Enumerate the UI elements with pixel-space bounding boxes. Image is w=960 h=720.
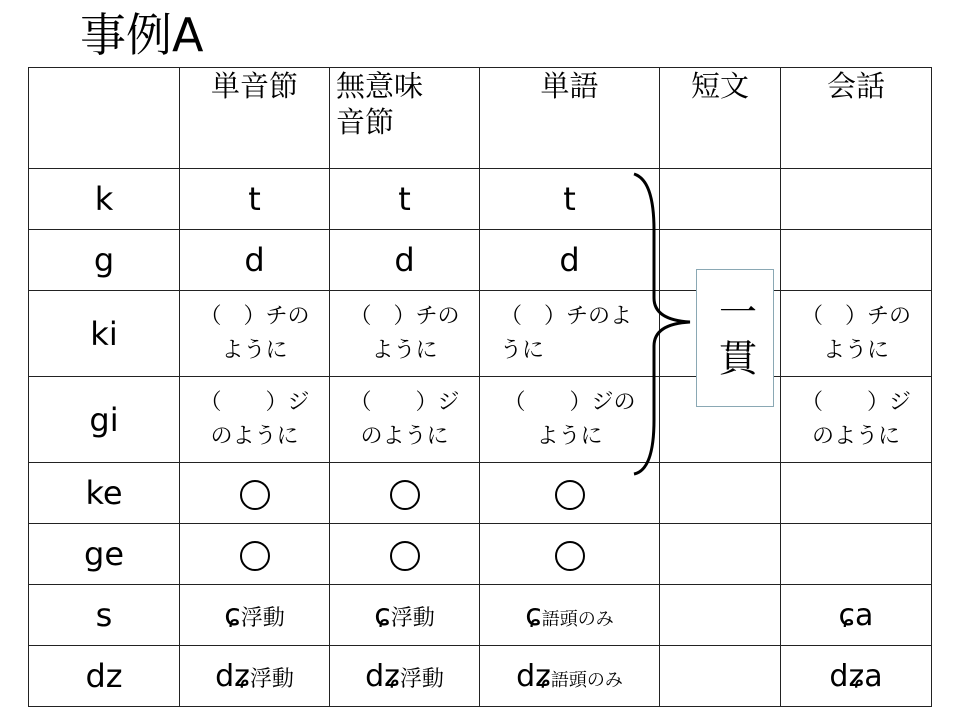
header-short-sentence: 短文 — [660, 68, 781, 169]
ipa-note: 浮動 — [240, 605, 285, 631]
row-label: g — [29, 230, 180, 291]
header-conversation: 会話 — [781, 68, 932, 169]
table-cell — [660, 646, 781, 707]
ipa-note: 語頭のみ — [541, 608, 614, 630]
circle-mark-icon — [390, 480, 420, 510]
ipa-symbol: dʑ — [516, 658, 551, 694]
row-label: ge — [29, 524, 180, 585]
table-row — [29, 377, 932, 463]
ipa-symbol: dʑ — [215, 658, 250, 694]
consistent-label-box — [696, 269, 774, 407]
ipa-symbol: ɕ — [224, 597, 241, 633]
table-cell — [330, 646, 480, 707]
table-row — [29, 169, 932, 230]
table-cell — [660, 524, 781, 585]
consistent-label: 一貫 — [712, 292, 757, 384]
table-row — [29, 291, 932, 377]
slide-title: 事例A — [80, 8, 204, 62]
table-cell — [180, 585, 330, 646]
table-row — [29, 463, 932, 524]
table-row — [29, 230, 932, 291]
table-cell — [480, 646, 660, 707]
table-row — [29, 524, 932, 585]
header-nonsense-syllable-text: 無意味 音節 — [336, 69, 424, 139]
ipa-note: 語頭のみ — [550, 669, 623, 691]
ipa-symbol: ɕ — [525, 597, 542, 633]
ipa-symbol: dʑ — [365, 658, 400, 694]
circle-mark-icon — [390, 541, 420, 571]
table-cell: （ ）ジ のように — [180, 377, 330, 463]
table-row — [29, 585, 932, 646]
table-cell: （ ）チの ように — [781, 291, 932, 377]
table-cell — [781, 463, 932, 524]
row-label: dz — [29, 646, 180, 707]
table-cell — [781, 585, 932, 646]
table-cell: （ ）ジの ように — [480, 377, 660, 463]
table-cell: （ ）チの ように — [330, 291, 480, 377]
table-cell: （ ）チの ように — [180, 291, 330, 377]
header-word: 単語 — [480, 68, 660, 169]
ipa-note: 浮動 — [390, 605, 435, 631]
circle-mark-icon — [555, 480, 585, 510]
table-cell — [660, 169, 781, 230]
table-cell — [660, 585, 781, 646]
table-cell: （ ）ジ のように — [330, 377, 480, 463]
row-label: k — [29, 169, 180, 230]
header-row — [29, 68, 932, 169]
table-cell — [480, 585, 660, 646]
table-cell — [480, 463, 660, 524]
table-cell — [180, 646, 330, 707]
table-cell: d — [330, 230, 480, 291]
circle-mark-icon — [555, 541, 585, 571]
table-cell: t — [480, 169, 660, 230]
table-cell: （ ）チのよ うに — [480, 291, 660, 377]
table-cell — [480, 524, 660, 585]
table-cell — [781, 646, 932, 707]
circle-mark-icon — [240, 541, 270, 571]
table-cell — [180, 463, 330, 524]
comparison-table — [28, 67, 932, 707]
table-cell: （ ）ジ のように — [781, 377, 932, 463]
header-single-syllable: 単音節 — [180, 68, 330, 169]
table-cell — [781, 169, 932, 230]
table-cell — [330, 524, 480, 585]
ipa-note: 浮動 — [399, 666, 444, 692]
circle-mark-icon — [240, 480, 270, 510]
ipa-symbol: dʑa — [829, 658, 883, 694]
table-cell — [781, 230, 932, 291]
table-cell — [330, 463, 480, 524]
row-label: ke — [29, 463, 180, 524]
table-row — [29, 646, 932, 707]
row-label: gi — [29, 377, 180, 463]
table-cell: d — [480, 230, 660, 291]
table-cell: t — [180, 169, 330, 230]
ipa-symbol: ɕa — [838, 597, 874, 633]
header-corner — [29, 68, 180, 169]
row-label: s — [29, 585, 180, 646]
table-cell — [330, 585, 480, 646]
table-cell — [180, 524, 330, 585]
table-cell — [781, 524, 932, 585]
ipa-note: 浮動 — [249, 666, 294, 692]
ipa-symbol: ɕ — [374, 597, 391, 633]
table-cell: d — [180, 230, 330, 291]
row-label: ki — [29, 291, 180, 377]
table-cell — [660, 463, 781, 524]
header-nonsense-syllable — [330, 68, 480, 169]
table-cell: t — [330, 169, 480, 230]
